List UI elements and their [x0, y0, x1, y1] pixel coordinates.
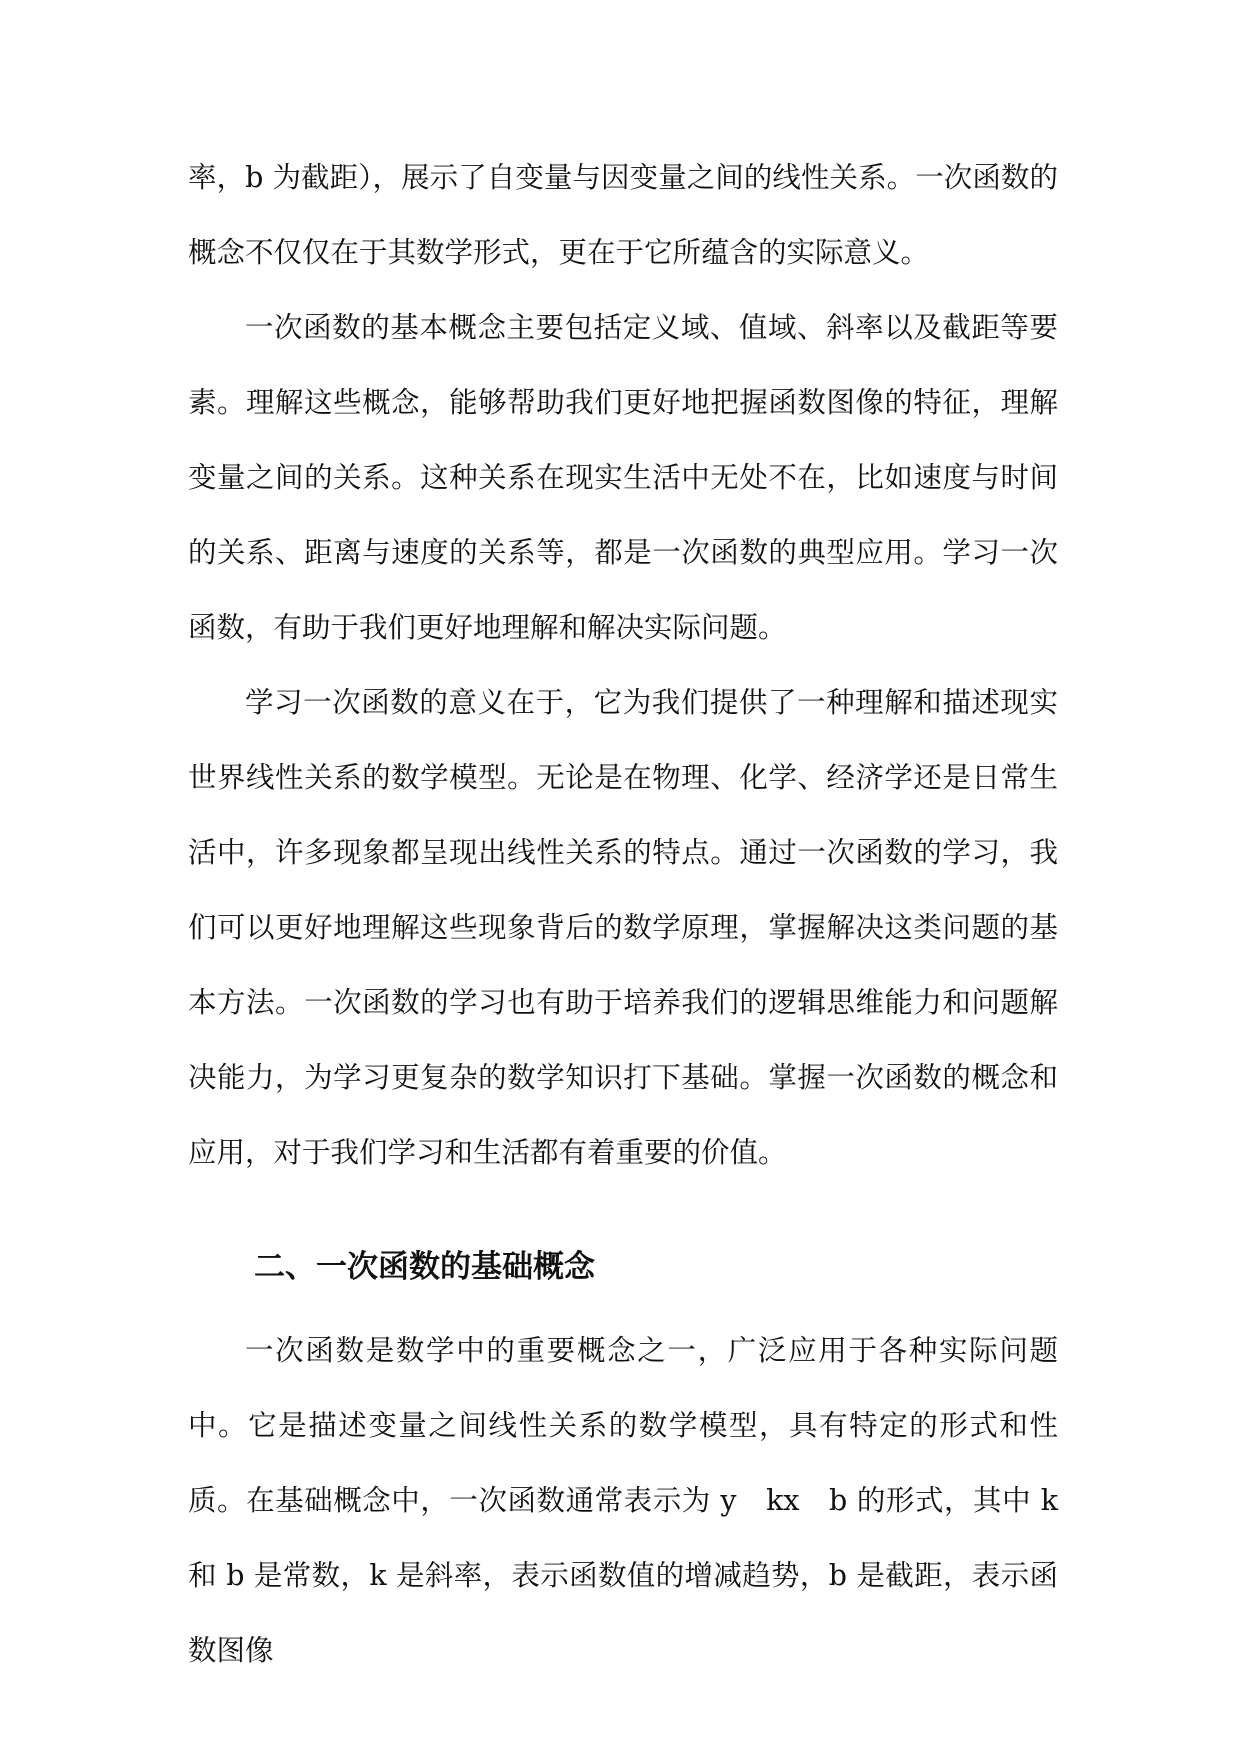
- paragraph-3: 学习一次函数的意义在于，它为我们提供了一种理解和描述现实世界线性关系的数学模型。无论是在物理、化学、经济学还是日常生活中，许多现象都呈现出线性关系的特点。通过一次函数的学习，我们可以更好地理解这些现象背后的数学原理，掌握解决这类问题的基本方法。一次函数的学习也有助于培养我们的逻辑思维能力和问题解决能力，为学习更复杂的数学知识打下基础。掌握一次函数的概念和应用，对于我们学习和生活都有着重要的价值。: [188, 686, 1058, 1169]
- section-paragraph: 一次函数是数学中的重要概念之一，广泛应用于各种实际问题中。它是描述变量之间线性关系的数学模型，具有特定的形式和性质。在基础概念中，一次函数通常表示为 y kx b 的形式，其中 k 和 b 是常数，k 是斜率，表示函数值的增减趋势，b 是截距，表示函数图像: [188, 1334, 1058, 1667]
- paragraph-1: 率，b 为截距），展示了自变量与因变量之间的线性关系。一次函数的概念不仅仅在于其数学形式，更在于它所蕴含的实际意义。: [188, 161, 1058, 269]
- section-heading: 二、一次函数的基础概念: [254, 1249, 595, 1285]
- paragraph-2: 一次函数的基本概念主要包括定义域、值域、斜率以及截距等要素。理解这些概念，能够帮助我们更好地把握函数图像的特征，理解变量之间的关系。这种关系在现实生活中无处不在，比如速度与时间的关系、距离与速度的关系等，都是一次函数的典型应用。学习一次函数，有助于我们更好地理解和解决实际问题。: [188, 311, 1058, 644]
- document-page: [188, 140, 1058, 1688]
